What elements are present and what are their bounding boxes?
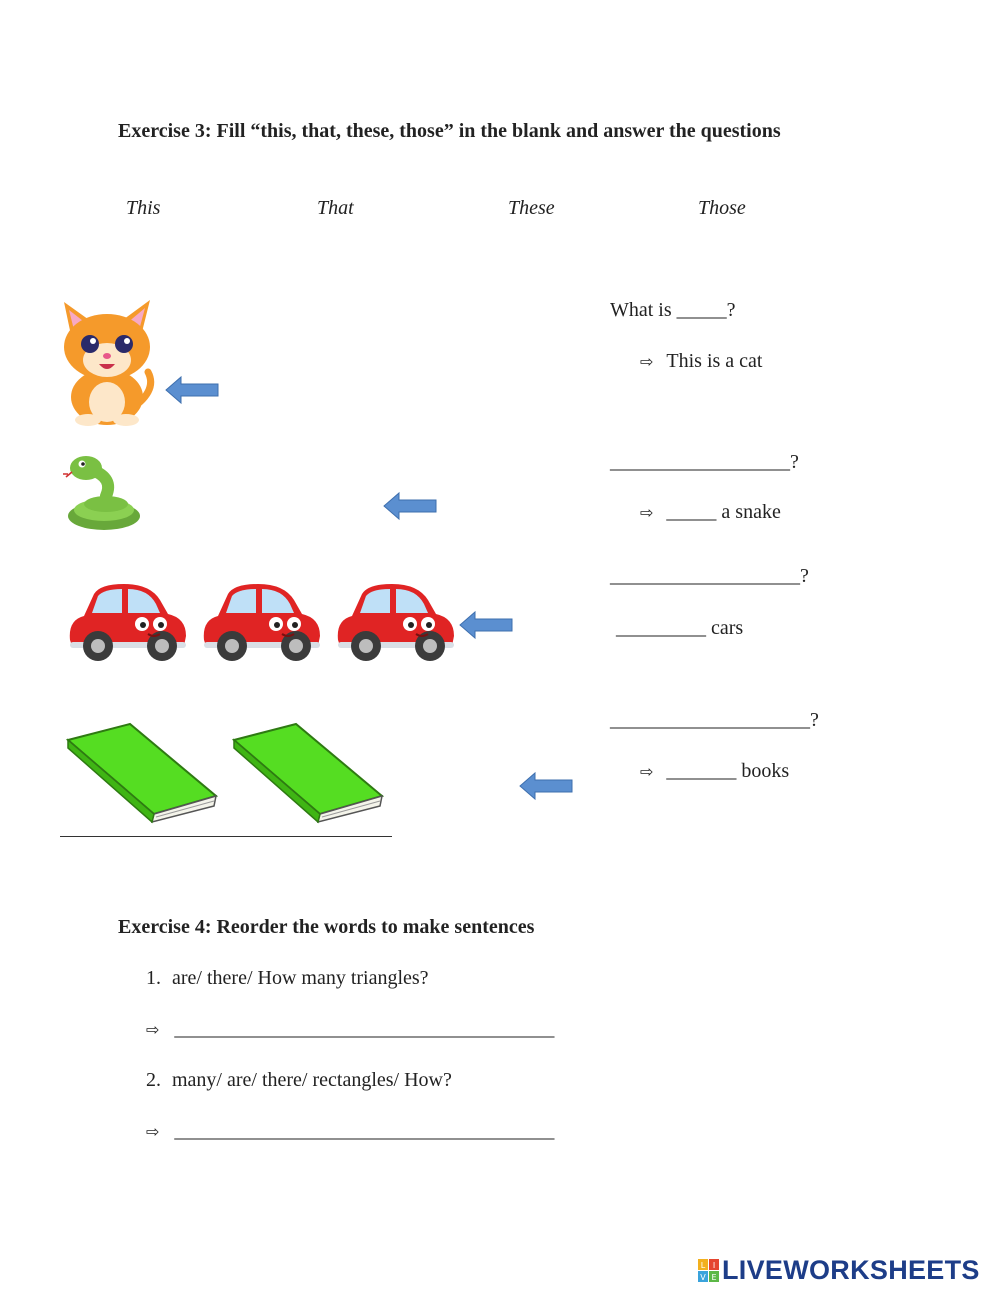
logo-blocks-icon bbox=[698, 1259, 720, 1283]
word-this: This bbox=[126, 197, 161, 219]
word-that: That bbox=[317, 197, 354, 219]
answer-4[interactable]: _______ books bbox=[666, 760, 790, 782]
item-number: 2. bbox=[146, 1069, 161, 1091]
item-prompt: are/ there/ How many triangles? bbox=[172, 967, 429, 989]
answer-arrow-icon: ⇨ bbox=[146, 1020, 160, 1039]
answer-arrow-icon: ⇨ bbox=[640, 352, 654, 371]
liveworksheets-logo bbox=[698, 1256, 994, 1286]
answer-arrow-icon: ⇨ bbox=[146, 1122, 160, 1141]
logo-block-letter: V bbox=[700, 1273, 706, 1282]
word-those: Those bbox=[698, 197, 746, 219]
word-these: These bbox=[508, 197, 555, 219]
answer-arrow-icon: ⇨ bbox=[640, 503, 654, 522]
question-1[interactable]: What is _____? bbox=[610, 299, 736, 321]
left-arrow-icon bbox=[384, 492, 436, 520]
answer-row-4 bbox=[640, 759, 789, 784]
answer-row-2 bbox=[640, 500, 781, 525]
question-3[interactable]: ___________________? bbox=[610, 565, 809, 587]
car-image bbox=[198, 580, 324, 664]
reorder-item-1 bbox=[146, 966, 429, 990]
answer-1[interactable]: This is a cat bbox=[666, 350, 763, 372]
question-2[interactable]: __________________? bbox=[610, 451, 799, 473]
car-image bbox=[64, 580, 190, 664]
left-arrow-icon bbox=[166, 376, 218, 404]
left-arrow-icon bbox=[460, 611, 512, 639]
logo-text: LIVEWORKSHEETS bbox=[722, 1255, 980, 1285]
reorder-answer-2[interactable]: ______________________________________ bbox=[174, 1120, 555, 1142]
car-image bbox=[332, 580, 458, 664]
book-image bbox=[64, 722, 220, 822]
exercise3-title: Exercise 3: Fill “this, that, these, those” in the blank and answer the questions bbox=[118, 120, 781, 142]
item-prompt: many/ are/ there/ rectangles/ How? bbox=[172, 1069, 452, 1091]
answer-arrow-icon: ⇨ bbox=[640, 762, 654, 781]
question-4[interactable]: ____________________? bbox=[610, 709, 819, 731]
logo-block-letter: I bbox=[712, 1261, 716, 1270]
answer-row-1 bbox=[640, 349, 763, 374]
left-arrow-icon bbox=[520, 772, 572, 800]
answer-2[interactable]: _____ a snake bbox=[666, 501, 781, 523]
divider-line bbox=[60, 836, 392, 837]
snake-image bbox=[62, 452, 146, 534]
cat-image bbox=[52, 292, 162, 427]
answer-3[interactable]: _________ cars bbox=[616, 617, 744, 639]
logo-block-letter: E bbox=[711, 1273, 717, 1282]
reorder-item-2 bbox=[146, 1068, 452, 1092]
reorder-answer-row-1 bbox=[146, 1017, 554, 1042]
reorder-answer-1[interactable]: ______________________________________ bbox=[174, 1018, 555, 1040]
exercise4-title: Exercise 4: Reorder the words to make sentences bbox=[118, 916, 535, 938]
logo-block-letter: L bbox=[700, 1261, 706, 1270]
item-number: 1. bbox=[146, 967, 161, 989]
reorder-answer-row-2 bbox=[146, 1119, 554, 1144]
book-image bbox=[230, 722, 386, 822]
